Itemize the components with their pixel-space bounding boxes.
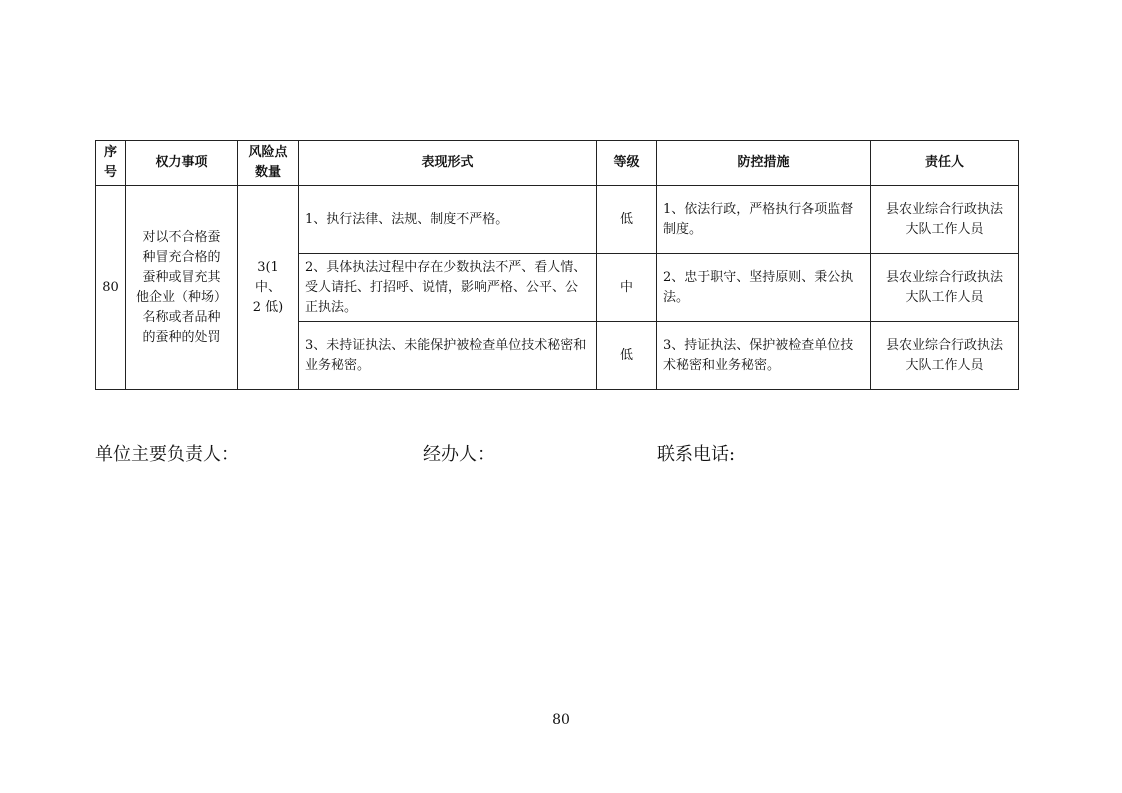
cell-measure-2: 2、忠于职守、坚持原则、秉公执法。 [657, 254, 871, 322]
table-header-row [96, 141, 1019, 186]
footer-leader-label: 单位主要负责人： [95, 444, 239, 465]
header-count: 风险点 数量 [238, 141, 299, 186]
header-person: 责任人 [871, 141, 1019, 186]
cell-person-2: 县农业综合行政执法 大队工作人员 [871, 254, 1019, 322]
page-number: 80 [552, 712, 570, 728]
table-row [96, 186, 1019, 254]
cell-measure-3: 3、持证执法、保护被检查单位技术秘密和业务秘密。 [657, 322, 871, 390]
footer-handler-label: 经办人： [423, 444, 495, 465]
cell-form-2: 2、具体执法过程中存在少数执法不严、看人情、受人请托、打招呼、说情，影响严格、公平、公正执法。 [299, 254, 597, 322]
cell-form-1: 1、执行法律、法规、制度不严格。 [299, 186, 597, 254]
header-form: 表现形式 [299, 141, 597, 186]
header-seq: 序 号 [96, 141, 126, 186]
cell-level-3: 低 [597, 322, 657, 390]
header-level: 等级 [597, 141, 657, 186]
cell-person-3: 县农业综合行政执法 大队工作人员 [871, 322, 1019, 390]
risk-table [95, 140, 1019, 390]
cell-person-1: 县农业综合行政执法 大队工作人员 [871, 186, 1019, 254]
cell-seq: 80 [96, 186, 126, 390]
header-measure: 防控措施 [657, 141, 871, 186]
cell-measure-1: 1、依法行政，严格执行各项监督制度。 [657, 186, 871, 254]
header-item: 权力事项 [126, 141, 238, 186]
cell-count: 3(1 中、 2 低) [238, 186, 299, 390]
footer-phone-label: 联系电话: [657, 444, 736, 465]
cell-item: 对以不合格蚕 种冒充合格的 蚕种或冒充其 他企业（种场） 名称或者品种 的蚕种的处罚 [126, 186, 238, 390]
cell-form-3: 3、未持证执法、未能保护被检查单位技术秘密和业务秘密。 [299, 322, 597, 390]
cell-level-1: 低 [597, 186, 657, 254]
cell-level-2: 中 [597, 254, 657, 322]
